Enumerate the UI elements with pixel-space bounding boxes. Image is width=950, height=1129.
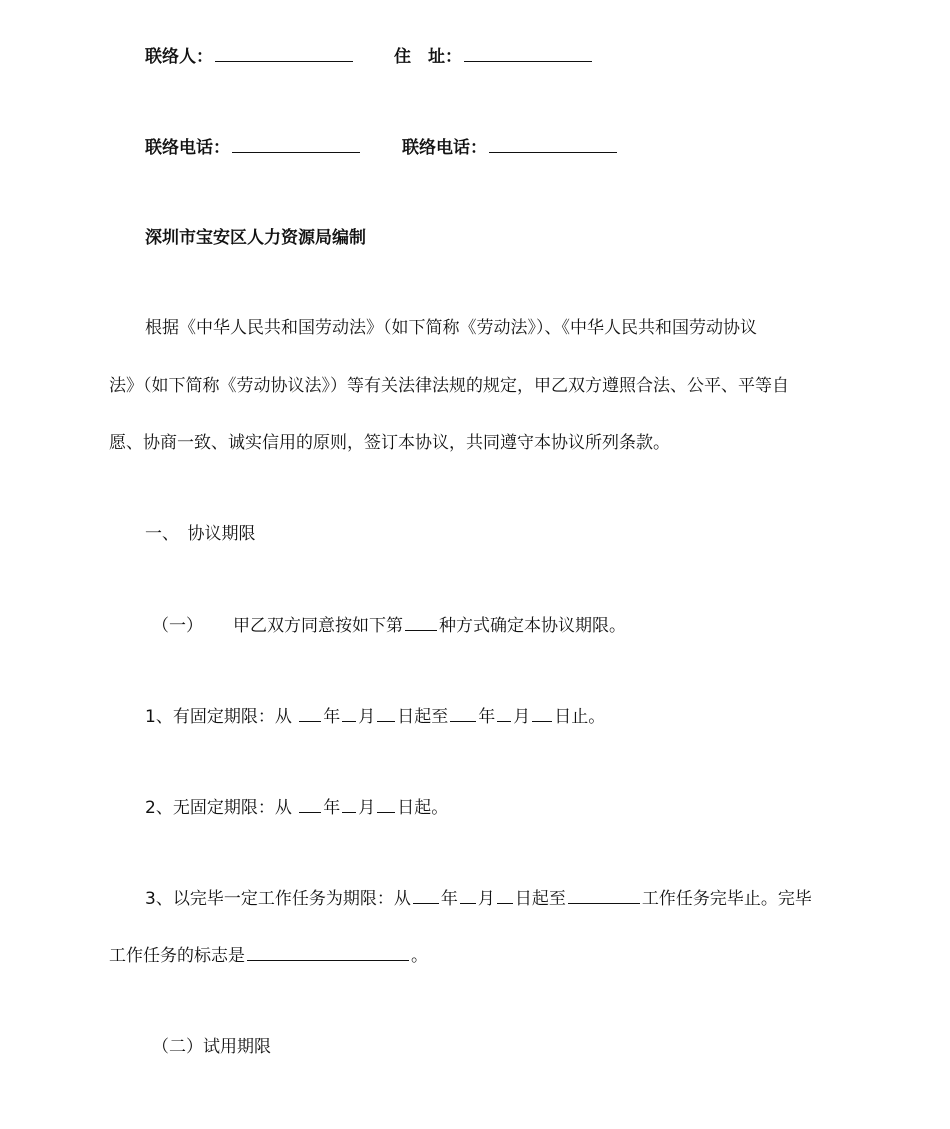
section-1-sub-1 (152, 613, 626, 638)
item-1-prefix: 1、有固定期限：从 (145, 707, 298, 727)
item-2-day-label: 日起。 (397, 798, 449, 818)
item-2-year-label: 年 (323, 798, 341, 818)
item-1-month-from-field[interactable] (342, 704, 356, 722)
item-1-day-to-field[interactable] (532, 704, 552, 722)
item-1-year-label: 年 (323, 707, 341, 727)
phone-row-b (402, 135, 619, 160)
contact-person-field[interactable] (215, 44, 353, 62)
phone-field-a[interactable] (232, 135, 360, 153)
term-type-field[interactable] (405, 613, 437, 631)
item-2-year-field[interactable] (299, 795, 321, 813)
term-item-3-line-2 (109, 943, 428, 968)
phone-label-b: 联络电话： (402, 138, 487, 158)
contact-row-1 (145, 44, 355, 69)
item-3-marker-field[interactable] (247, 943, 409, 961)
sub-1-text-before: 甲乙双方同意按如下第 (233, 616, 403, 636)
intro-line-1: 根据《中华人民共和国劳动法》（如下简称《劳动法》）、《中华人民共和国劳动协议 (145, 318, 757, 338)
item-1-month-to-field[interactable] (497, 704, 511, 722)
item-2-month-label: 月 (358, 798, 376, 818)
term-item-1 (145, 704, 605, 729)
item-1-day-from-label: 日起至 (397, 707, 449, 727)
address-field[interactable] (464, 44, 592, 62)
phone-label-a: 联络电话： (145, 138, 230, 158)
item-3-day-field[interactable] (497, 886, 513, 904)
address-row (394, 44, 594, 69)
item-1-month-label: 月 (358, 707, 376, 727)
item-1-year-to-field[interactable] (450, 704, 476, 722)
section-1-sub-2: （二）试用期限 (152, 1037, 271, 1057)
term-item-2 (145, 795, 448, 820)
item-1-year-from-field[interactable] (299, 704, 321, 722)
editor-line: 深圳市宝安区人力资源局编制 (145, 228, 366, 248)
item-3-year-label: 年 (440, 889, 458, 909)
item-3-day-label: 日起至 (514, 889, 566, 909)
item-3-task-field[interactable] (568, 886, 640, 904)
phone-field-b[interactable] (489, 135, 617, 153)
sub-1-text-after: 种方式确定本协议期限。 (439, 616, 626, 636)
item-2-day-field[interactable] (377, 795, 395, 813)
term-item-3 (145, 886, 812, 911)
item-3-month-field[interactable] (460, 886, 476, 904)
item-3-month-label: 月 (477, 889, 495, 909)
item-3-year-field[interactable] (413, 886, 439, 904)
section-1-title: 一、 协议期限 (145, 524, 256, 544)
item-1-month-to-label: 月 (513, 707, 531, 727)
item-3-prefix: 3、以完毕一定工作任务为期限：从 (145, 889, 411, 909)
item-3-end-punct: 。 (411, 946, 428, 966)
intro-line-2: 法》（如下简称《劳动协议法》）等有关法律法规的规定，甲乙双方遵照合法、公平、平等自 (109, 376, 789, 396)
item-3-until-text: 工作任务完毕止。完毕 (641, 889, 812, 909)
item-2-prefix: 2、无固定期限：从 (145, 798, 298, 818)
intro-line-3: 愿、协商一致、诚实信用的原则，签订本协议，共同遵守本协议所列条款。 (109, 433, 670, 453)
item-1-year-to-label: 年 (478, 707, 496, 727)
item-2-month-field[interactable] (342, 795, 356, 813)
sub-1-label: （一） (152, 616, 203, 636)
item-3-marker-text: 工作任务的标志是 (109, 946, 245, 966)
phone-row-a (145, 135, 362, 160)
contact-person-label: 联络人： (145, 47, 213, 67)
item-1-day-to-label: 日止。 (554, 707, 606, 727)
address-label: 住 址： (394, 47, 462, 67)
item-1-day-from-field[interactable] (377, 704, 395, 722)
